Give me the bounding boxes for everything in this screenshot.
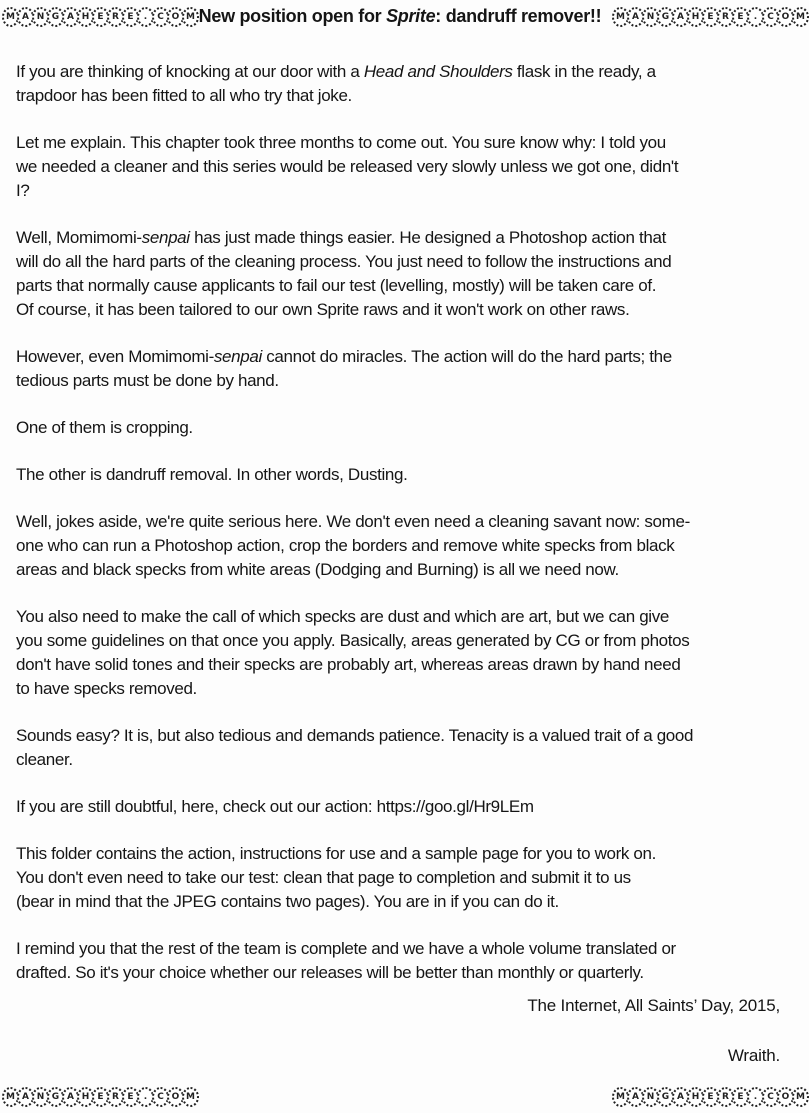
watermark-letter: . — [137, 7, 154, 27]
watermark-letter: E — [92, 7, 109, 27]
page-title — [0, 6, 800, 27]
paragraph — [16, 226, 786, 322]
paragraph — [16, 724, 786, 772]
text-line — [16, 226, 786, 250]
text-line: drafted. So it's your choice whether our releases will be better than monthly or quarterly. — [16, 963, 644, 982]
watermark-letter: E — [702, 1087, 719, 1107]
watermark-letter: M — [2, 7, 19, 27]
watermark-letter: O — [777, 1087, 794, 1107]
watermark-letter: O — [167, 1087, 184, 1107]
paragraph — [16, 795, 786, 819]
watermark-letter: R — [107, 1087, 124, 1107]
text-line: You don't even need to take our test: clean that page to completion and submit it to us — [16, 868, 631, 887]
signature-name: Wraith. — [727, 1046, 780, 1065]
text-line — [16, 345, 786, 369]
paragraph — [16, 842, 786, 914]
paragraph — [16, 345, 786, 393]
text-line: you some guidelines on that once you apply. Basically, areas generated by CG or from photos — [16, 631, 690, 650]
text-line: This folder contains the action, instructions for use and a sample page for you to work on. — [16, 844, 657, 863]
text-run: However, even Momimomi- — [16, 347, 214, 366]
watermark-letter: A — [62, 7, 79, 27]
watermark-letter: M — [612, 1087, 629, 1107]
text-run: has just made things easier. He designed a Photoshop action that — [189, 228, 666, 247]
text-line: Sounds easy? It is, but also tedious and demands patience. Tenacity is a valued trait of a good — [16, 726, 694, 745]
title-text-after: : dandruff remover!! — [435, 6, 602, 26]
watermark-letter: M — [182, 1087, 199, 1107]
text-line: don't have solid tones and their specks are probably art, whereas areas drawn by hand need — [16, 655, 681, 674]
watermark-letter: A — [672, 1087, 689, 1107]
text-run: cannot do miracles. The action will do the hard parts; the — [261, 347, 672, 366]
watermark-letter: C — [762, 7, 779, 27]
watermark-letter: M — [792, 7, 809, 27]
watermark-letter: N — [642, 1087, 659, 1107]
text-line: trapdoor has been fitted to all who try that joke. — [16, 86, 352, 105]
text-run: flask in the ready, a — [512, 62, 656, 81]
text-line: will do all the hard parts of the cleaning process. You just need to follow the instructions and — [16, 252, 672, 271]
text-line: Let me explain. This chapter took three months to come out. You sure know why: I told you — [16, 133, 666, 152]
watermark-letter: N — [642, 7, 659, 27]
watermark-letter: C — [762, 1087, 779, 1107]
watermark-letter: G — [47, 1087, 64, 1107]
watermark-letter: H — [687, 1087, 704, 1107]
watermark-letter: E — [122, 1087, 139, 1107]
watermark-letter: M — [182, 7, 199, 27]
paragraph — [16, 131, 786, 203]
text-line: The other is dandruff removal. In other words, Dusting. — [16, 465, 408, 484]
title-text-before: New position open for — [198, 6, 387, 26]
text-line: tedious parts must be done by hand. — [16, 371, 279, 390]
paragraph — [16, 937, 786, 985]
italic-text-run: senpai — [141, 228, 190, 247]
text-line — [16, 60, 786, 84]
italic-text-run: Head and Shoulders — [363, 62, 513, 81]
paragraph — [16, 463, 786, 487]
watermark-letter: M — [612, 7, 629, 27]
text-line: areas and black specks from white areas (Dodging and Burning) is all we need now. — [16, 560, 619, 579]
watermark-letter: E — [122, 7, 139, 27]
text-line: (bear in mind that the JPEG contains two pages). You are in if you can do it. — [16, 892, 559, 911]
watermark-letter: E — [92, 1087, 109, 1107]
italic-text-run: senpai — [213, 347, 262, 366]
watermark-letter: E — [732, 1087, 749, 1107]
watermark-letter: A — [62, 1087, 79, 1107]
watermark-letter: H — [77, 1087, 94, 1107]
watermark-letter: O — [167, 7, 184, 27]
text-line: Well, jokes aside, we're quite serious here. We don't even need a cleaning savant now: some- — [16, 512, 690, 531]
watermark-letter: R — [717, 7, 734, 27]
text-line: Of course, it has been tailored to our own Sprite raws and it won't work on other raws. — [16, 300, 630, 319]
watermark-letter: A — [17, 1087, 34, 1107]
watermark-letter: O — [777, 7, 794, 27]
watermark-letter: C — [152, 1087, 169, 1107]
watermark-letter: H — [687, 7, 704, 27]
watermark-letter: . — [137, 1087, 154, 1107]
watermark-letter: A — [17, 7, 34, 27]
text-line: If you are still doubtful, here, check out our action: https://goo.gl/Hr9LEm — [16, 797, 534, 816]
text-line: You also need to make the call of which specks are dust and which are art, but we can give — [16, 607, 669, 626]
text-line: we needed a cleaner and this series would be released very slowly unless we got one, didn't — [16, 157, 679, 176]
watermark-letter: E — [702, 7, 719, 27]
watermark-letter: N — [32, 1087, 49, 1107]
text-line: cleaner. — [16, 750, 73, 769]
text-line: to have specks removed. — [16, 679, 197, 698]
watermark-logo-bottom-right — [612, 1086, 809, 1108]
text-line: I remind you that the rest of the team is complete and we have a whole volume translated or — [16, 939, 676, 958]
paragraph — [16, 605, 786, 701]
watermark-letter: A — [627, 7, 644, 27]
watermark-letter: H — [77, 7, 94, 27]
letter-body — [16, 60, 786, 1008]
text-run: Well, Momimomi- — [16, 228, 142, 247]
watermark-logo-bottom-left — [2, 1086, 199, 1108]
watermark-letter: R — [717, 1087, 734, 1107]
watermark-letter: A — [672, 7, 689, 27]
title-text-italic: Sprite — [386, 6, 436, 26]
watermark-letter: N — [32, 7, 49, 27]
watermark-letter: E — [732, 7, 749, 27]
watermark-letter: C — [152, 7, 169, 27]
paragraph — [16, 60, 786, 108]
watermark-letter: G — [657, 7, 674, 27]
text-run: If you are thinking of knocking at our door with a — [16, 62, 364, 81]
watermark-letter: M — [2, 1087, 19, 1107]
text-line: One of them is cropping. — [16, 418, 193, 437]
watermark-letter: G — [657, 1087, 674, 1107]
watermark-letter: M — [792, 1087, 809, 1107]
text-line: parts that normally cause applicants to fail our test (levelling, mostly) will be taken care of. — [16, 276, 657, 295]
watermark-letter: . — [747, 7, 764, 27]
watermark-letter: A — [627, 1087, 644, 1107]
paragraph — [16, 416, 786, 440]
text-line: one who can run a Photoshop action, crop the borders and remove white specks from black — [16, 536, 675, 555]
watermark-letter: . — [747, 1087, 764, 1107]
watermark-letter: G — [47, 7, 64, 27]
watermark-letter: R — [107, 7, 124, 27]
paragraph — [16, 510, 786, 582]
signature-place-date: The Internet, All Saints’ Day, 2015, — [527, 996, 780, 1015]
text-line: I? — [16, 181, 30, 200]
